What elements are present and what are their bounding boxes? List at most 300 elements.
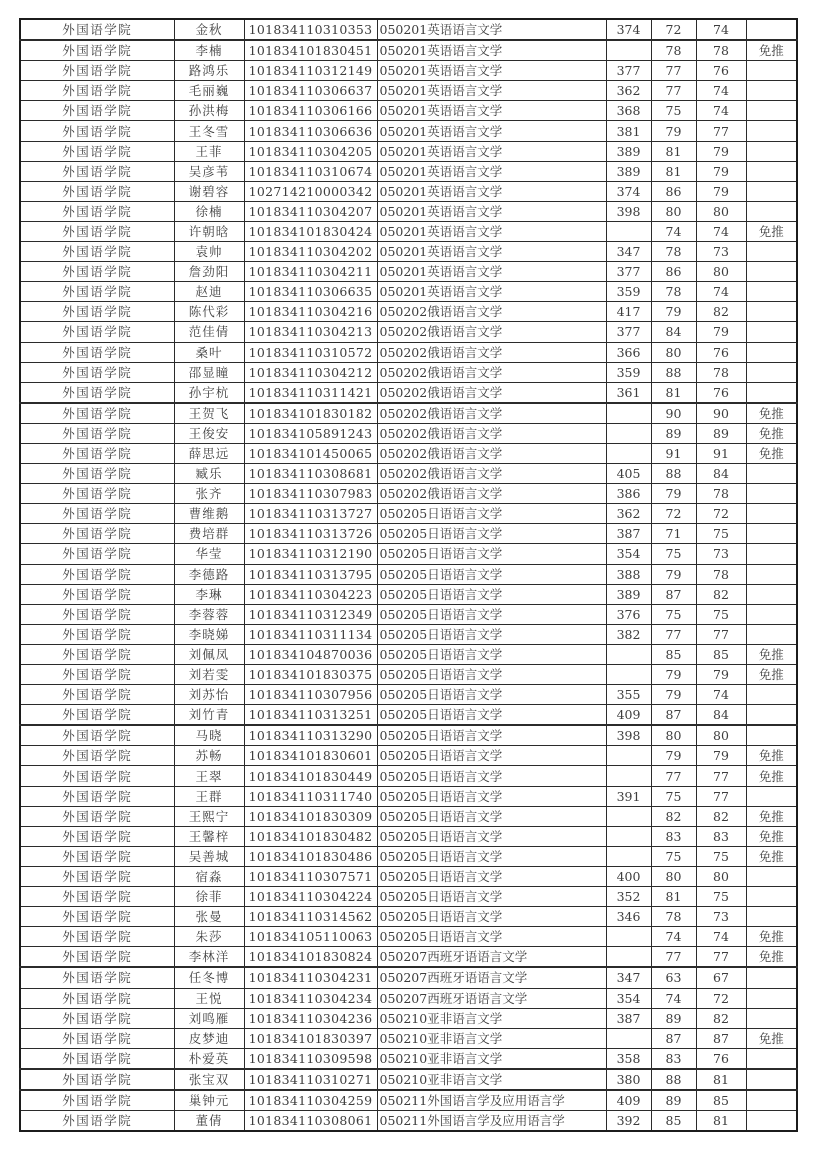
cell-major: 050205日语语言文学 [377, 644, 606, 664]
cell-college: 外国语学院 [20, 423, 174, 443]
table-row [20, 282, 797, 302]
cell-note [746, 1090, 797, 1111]
cell-score2: 85 [651, 1111, 696, 1132]
cell-note [746, 504, 797, 524]
cell-score3: 84 [696, 464, 746, 484]
cell-score1 [606, 846, 651, 866]
cell-score2: 75 [651, 101, 696, 121]
cell-major: 050207西班牙语语言文学 [377, 967, 606, 988]
cell-score2: 79 [651, 746, 696, 766]
cell-candidate_id: 101834110313290 [244, 725, 377, 746]
cell-major: 050211外国语言学及应用语言学 [377, 1111, 606, 1132]
cell-score3: 79 [696, 746, 746, 766]
cell-note [746, 524, 797, 544]
cell-name: 徐菲 [174, 887, 244, 907]
cell-major: 050205日语语言文学 [377, 725, 606, 746]
cell-college: 外国语学院 [20, 201, 174, 221]
cell-score2: 78 [651, 40, 696, 61]
cell-candidate_id: 101834110304259 [244, 1090, 377, 1111]
cell-major: 050202俄语语言文学 [377, 443, 606, 463]
cell-major: 050201英语语言文学 [377, 262, 606, 282]
cell-score2: 75 [651, 544, 696, 564]
cell-score1: 392 [606, 1111, 651, 1132]
cell-name: 王群 [174, 786, 244, 806]
cell-name: 吴善城 [174, 846, 244, 866]
cell-score1: 387 [606, 524, 651, 544]
cell-candidate_id: 101834110313726 [244, 524, 377, 544]
cell-name: 徐楠 [174, 201, 244, 221]
cell-note [746, 342, 797, 362]
table-row [20, 866, 797, 886]
cell-major: 050205日语语言文学 [377, 685, 606, 705]
cell-major: 050201英语语言文学 [377, 61, 606, 81]
cell-note [746, 302, 797, 322]
cell-note [746, 604, 797, 624]
cell-candidate_id: 101834101830182 [244, 403, 377, 424]
cell-major: 050205日语语言文学 [377, 746, 606, 766]
cell-college: 外国语学院 [20, 644, 174, 664]
cell-name: 马晓 [174, 725, 244, 746]
cell-major: 050202俄语语言文学 [377, 302, 606, 322]
cell-candidate_id: 101834110314562 [244, 907, 377, 927]
table-row [20, 61, 797, 81]
cell-candidate_id: 102714210000342 [244, 181, 377, 201]
cell-score1 [606, 766, 651, 786]
cell-candidate_id: 101834110307983 [244, 484, 377, 504]
table-row [20, 544, 797, 564]
cell-candidate_id: 101834110310674 [244, 161, 377, 181]
table-row [20, 685, 797, 705]
cell-college: 外国语学院 [20, 181, 174, 201]
cell-score3: 75 [696, 887, 746, 907]
cell-candidate_id: 101834110312190 [244, 544, 377, 564]
cell-candidate_id: 101834110304223 [244, 584, 377, 604]
cell-college: 外国语学院 [20, 725, 174, 746]
cell-major: 050201英语语言文学 [377, 181, 606, 201]
cell-score1: 354 [606, 544, 651, 564]
cell-score3: 77 [696, 947, 746, 968]
cell-major: 050201英语语言文学 [377, 161, 606, 181]
cell-score3: 79 [696, 322, 746, 342]
cell-score2: 91 [651, 443, 696, 463]
cell-candidate_id: 101834110304234 [244, 988, 377, 1008]
cell-major: 050201英语语言文学 [377, 221, 606, 241]
cell-candidate_id: 101834110312149 [244, 61, 377, 81]
cell-college: 外国语学院 [20, 907, 174, 927]
cell-name: 张曼 [174, 907, 244, 927]
cell-college: 外国语学院 [20, 403, 174, 424]
table-row [20, 40, 797, 61]
cell-candidate_id: 101834110311740 [244, 786, 377, 806]
cell-note: 免推 [746, 746, 797, 766]
cell-college: 外国语学院 [20, 1069, 174, 1090]
cell-note [746, 1048, 797, 1069]
cell-score3: 79 [696, 141, 746, 161]
cell-college: 外国语学院 [20, 262, 174, 282]
cell-score2: 74 [651, 988, 696, 1008]
cell-candidate_id: 101834110313727 [244, 504, 377, 524]
cell-name: 刘若雯 [174, 665, 244, 685]
cell-name: 朱莎 [174, 927, 244, 947]
cell-major: 050211外国语言学及应用语言学 [377, 1090, 606, 1111]
cell-score3: 74 [696, 221, 746, 241]
cell-college: 外国语学院 [20, 61, 174, 81]
cell-score3: 87 [696, 1028, 746, 1048]
table-body [20, 19, 797, 1131]
cell-candidate_id: 101834110313251 [244, 705, 377, 726]
table-row [20, 988, 797, 1008]
table-row [20, 947, 797, 968]
cell-candidate_id: 101834101830449 [244, 766, 377, 786]
cell-college: 外国语学院 [20, 584, 174, 604]
cell-score1: 376 [606, 604, 651, 624]
cell-college: 外国语学院 [20, 846, 174, 866]
cell-college: 外国语学院 [20, 705, 174, 726]
cell-score2: 87 [651, 1028, 696, 1048]
cell-score2: 83 [651, 1048, 696, 1069]
cell-major: 050205日语语言文学 [377, 786, 606, 806]
cell-score1 [606, 927, 651, 947]
cell-score2: 80 [651, 342, 696, 362]
cell-note [746, 1069, 797, 1090]
cell-score3: 85 [696, 1090, 746, 1111]
cell-score3: 80 [696, 262, 746, 282]
cell-college: 外国语学院 [20, 766, 174, 786]
table-row [20, 665, 797, 685]
cell-score1 [606, 947, 651, 968]
cell-college: 外国语学院 [20, 967, 174, 988]
table-row [20, 786, 797, 806]
cell-note [746, 121, 797, 141]
cell-college: 外国语学院 [20, 242, 174, 262]
cell-major: 050205日语语言文学 [377, 624, 606, 644]
table-row [20, 221, 797, 241]
cell-college: 外国语学院 [20, 665, 174, 685]
cell-score2: 82 [651, 806, 696, 826]
cell-score1 [606, 806, 651, 826]
cell-score2: 88 [651, 1069, 696, 1090]
cell-note [746, 101, 797, 121]
cell-candidate_id: 101834110304213 [244, 322, 377, 342]
cell-score2: 89 [651, 1090, 696, 1111]
cell-score2: 86 [651, 181, 696, 201]
cell-note [746, 1111, 797, 1132]
cell-major: 050207西班牙语语言文学 [377, 988, 606, 1008]
cell-college: 外国语学院 [20, 1008, 174, 1028]
cell-candidate_id: 101834110304236 [244, 1008, 377, 1028]
cell-score2: 63 [651, 967, 696, 988]
table-row [20, 1008, 797, 1028]
cell-score3: 89 [696, 423, 746, 443]
table-row [20, 766, 797, 786]
table-row [20, 141, 797, 161]
cell-score1: 389 [606, 584, 651, 604]
cell-candidate_id: 101834101830486 [244, 846, 377, 866]
cell-candidate_id: 101834110306635 [244, 282, 377, 302]
cell-score1: 346 [606, 907, 651, 927]
cell-score3: 82 [696, 1008, 746, 1028]
cell-note [746, 1008, 797, 1028]
cell-candidate_id: 101834105891243 [244, 423, 377, 443]
cell-note [746, 685, 797, 705]
cell-score1: 400 [606, 866, 651, 886]
cell-name: 李晓娣 [174, 624, 244, 644]
cell-college: 外国语学院 [20, 504, 174, 524]
table-row [20, 725, 797, 746]
cell-score1: 374 [606, 19, 651, 40]
cell-score2: 77 [651, 624, 696, 644]
cell-note: 免推 [746, 644, 797, 664]
cell-score3: 80 [696, 725, 746, 746]
cell-college: 外国语学院 [20, 1111, 174, 1132]
cell-name: 李蓉蓉 [174, 604, 244, 624]
cell-note [746, 907, 797, 927]
cell-note: 免推 [746, 403, 797, 424]
table-row [20, 382, 797, 403]
cell-score3: 78 [696, 40, 746, 61]
cell-candidate_id: 101834110304224 [244, 887, 377, 907]
cell-score2: 77 [651, 766, 696, 786]
table-row [20, 1069, 797, 1090]
table-row [20, 1028, 797, 1048]
cell-score3: 79 [696, 665, 746, 685]
cell-score2: 79 [651, 665, 696, 685]
table-row [20, 443, 797, 463]
cell-major: 050205日语语言文学 [377, 564, 606, 584]
cell-college: 外国语学院 [20, 806, 174, 826]
cell-name: 赵迪 [174, 282, 244, 302]
cell-college: 外国语学院 [20, 544, 174, 564]
cell-score1: 382 [606, 624, 651, 644]
cell-note: 免推 [746, 443, 797, 463]
cell-note [746, 584, 797, 604]
cell-name: 巢钟元 [174, 1090, 244, 1111]
table-row [20, 624, 797, 644]
cell-name: 金秋 [174, 19, 244, 40]
cell-score3: 76 [696, 342, 746, 362]
cell-note [746, 705, 797, 726]
cell-college: 外国语学院 [20, 19, 174, 40]
cell-candidate_id: 101834110307571 [244, 866, 377, 886]
cell-score3: 77 [696, 624, 746, 644]
cell-college: 外国语学院 [20, 1028, 174, 1048]
table-row [20, 927, 797, 947]
cell-score1 [606, 665, 651, 685]
cell-college: 外国语学院 [20, 382, 174, 403]
cell-score2: 88 [651, 464, 696, 484]
cell-college: 外国语学院 [20, 484, 174, 504]
cell-name: 曹维鹅 [174, 504, 244, 524]
cell-score2: 83 [651, 826, 696, 846]
cell-score3: 75 [696, 846, 746, 866]
cell-score1: 381 [606, 121, 651, 141]
cell-score1 [606, 826, 651, 846]
cell-note: 免推 [746, 40, 797, 61]
cell-major: 050205日语语言文学 [377, 826, 606, 846]
cell-note [746, 866, 797, 886]
cell-college: 外国语学院 [20, 362, 174, 382]
cell-college: 外国语学院 [20, 685, 174, 705]
cell-name: 朴爱英 [174, 1048, 244, 1069]
cell-college: 外国语学院 [20, 40, 174, 61]
admission-results-table [19, 18, 798, 1132]
cell-college: 外国语学院 [20, 302, 174, 322]
table-row [20, 644, 797, 664]
cell-note [746, 81, 797, 101]
cell-name: 薛思远 [174, 443, 244, 463]
cell-name: 皮梦迪 [174, 1028, 244, 1048]
cell-score1: 386 [606, 484, 651, 504]
cell-note [746, 242, 797, 262]
cell-candidate_id: 101834101830601 [244, 746, 377, 766]
cell-college: 外国语学院 [20, 947, 174, 968]
cell-college: 外国语学院 [20, 81, 174, 101]
cell-score3: 75 [696, 604, 746, 624]
cell-score1: 374 [606, 181, 651, 201]
cell-candidate_id: 101834105110063 [244, 927, 377, 947]
cell-name: 宿淼 [174, 866, 244, 886]
cell-note [746, 988, 797, 1008]
cell-score3: 75 [696, 524, 746, 544]
cell-score1: 355 [606, 685, 651, 705]
cell-name: 王熙宁 [174, 806, 244, 826]
cell-score1: 358 [606, 1048, 651, 1069]
cell-name: 詹劲阳 [174, 262, 244, 282]
table-row [20, 1090, 797, 1111]
table-row [20, 362, 797, 382]
cell-college: 外国语学院 [20, 826, 174, 846]
cell-college: 外国语学院 [20, 322, 174, 342]
cell-score2: 72 [651, 19, 696, 40]
cell-major: 050201英语语言文学 [377, 201, 606, 221]
cell-score2: 81 [651, 382, 696, 403]
cell-score2: 74 [651, 927, 696, 947]
cell-score1: 377 [606, 61, 651, 81]
cell-candidate_id: 101834101830375 [244, 665, 377, 685]
cell-college: 外国语学院 [20, 101, 174, 121]
cell-name: 范佳倩 [174, 322, 244, 342]
table-row [20, 302, 797, 322]
table-row [20, 201, 797, 221]
cell-note [746, 382, 797, 403]
cell-candidate_id: 101834110311134 [244, 624, 377, 644]
table-row [20, 604, 797, 624]
cell-candidate_id: 101834110306637 [244, 81, 377, 101]
cell-major: 050202俄语语言文学 [377, 362, 606, 382]
cell-major: 050201英语语言文学 [377, 141, 606, 161]
cell-score2: 79 [651, 564, 696, 584]
cell-college: 外国语学院 [20, 443, 174, 463]
cell-name: 许朝晗 [174, 221, 244, 241]
cell-score2: 79 [651, 685, 696, 705]
cell-score1: 380 [606, 1069, 651, 1090]
cell-college: 外国语学院 [20, 141, 174, 161]
cell-name: 王馨梓 [174, 826, 244, 846]
cell-college: 外国语学院 [20, 464, 174, 484]
cell-score1: 417 [606, 302, 651, 322]
cell-note [746, 967, 797, 988]
cell-score2: 84 [651, 322, 696, 342]
cell-score2: 74 [651, 221, 696, 241]
cell-candidate_id: 101834110307956 [244, 685, 377, 705]
cell-note [746, 282, 797, 302]
cell-score2: 89 [651, 1008, 696, 1028]
table-row [20, 846, 797, 866]
cell-major: 050202俄语语言文学 [377, 484, 606, 504]
cell-candidate_id: 101834101830424 [244, 221, 377, 241]
cell-score3: 76 [696, 382, 746, 403]
cell-name: 任冬博 [174, 967, 244, 988]
cell-name: 张齐 [174, 484, 244, 504]
cell-score2: 71 [651, 524, 696, 544]
cell-name: 路鸿乐 [174, 61, 244, 81]
cell-note: 免推 [746, 927, 797, 947]
cell-score2: 89 [651, 423, 696, 443]
table-row [20, 403, 797, 424]
cell-score3: 77 [696, 766, 746, 786]
cell-score2: 75 [651, 604, 696, 624]
cell-score1: 391 [606, 786, 651, 806]
cell-note [746, 464, 797, 484]
cell-note: 免推 [746, 806, 797, 826]
cell-candidate_id: 101834110313795 [244, 564, 377, 584]
cell-note: 免推 [746, 766, 797, 786]
cell-score2: 72 [651, 504, 696, 524]
cell-candidate_id: 101834110310353 [244, 19, 377, 40]
cell-major: 050201英语语言文学 [377, 81, 606, 101]
cell-name: 王俊安 [174, 423, 244, 443]
cell-score3: 74 [696, 81, 746, 101]
cell-score2: 87 [651, 584, 696, 604]
cell-score2: 87 [651, 705, 696, 726]
cell-name: 王贺飞 [174, 403, 244, 424]
cell-score1: 377 [606, 262, 651, 282]
cell-name: 吴彦苇 [174, 161, 244, 181]
cell-college: 外国语学院 [20, 866, 174, 886]
cell-note: 免推 [746, 665, 797, 685]
cell-candidate_id: 101834110312349 [244, 604, 377, 624]
table-row [20, 1111, 797, 1132]
cell-score3: 82 [696, 584, 746, 604]
cell-score2: 75 [651, 786, 696, 806]
cell-score2: 86 [651, 262, 696, 282]
cell-major: 050202俄语语言文学 [377, 322, 606, 342]
cell-name: 李琳 [174, 584, 244, 604]
cell-candidate_id: 101834101830451 [244, 40, 377, 61]
cell-major: 050201英语语言文学 [377, 282, 606, 302]
cell-score2: 79 [651, 302, 696, 322]
cell-note [746, 141, 797, 161]
cell-score3: 73 [696, 242, 746, 262]
cell-note [746, 786, 797, 806]
cell-score3: 72 [696, 504, 746, 524]
cell-candidate_id: 101834110311421 [244, 382, 377, 403]
cell-score2: 77 [651, 61, 696, 81]
cell-score3: 80 [696, 201, 746, 221]
cell-college: 外国语学院 [20, 1090, 174, 1111]
cell-major: 050202俄语语言文学 [377, 342, 606, 362]
cell-college: 外国语学院 [20, 564, 174, 584]
cell-score2: 78 [651, 282, 696, 302]
cell-candidate_id: 101834101830397 [244, 1028, 377, 1048]
cell-college: 外国语学院 [20, 524, 174, 544]
cell-score2: 81 [651, 141, 696, 161]
cell-score3: 79 [696, 161, 746, 181]
cell-college: 外国语学院 [20, 604, 174, 624]
table-row [20, 705, 797, 726]
cell-college: 外国语学院 [20, 927, 174, 947]
cell-score1: 377 [606, 322, 651, 342]
